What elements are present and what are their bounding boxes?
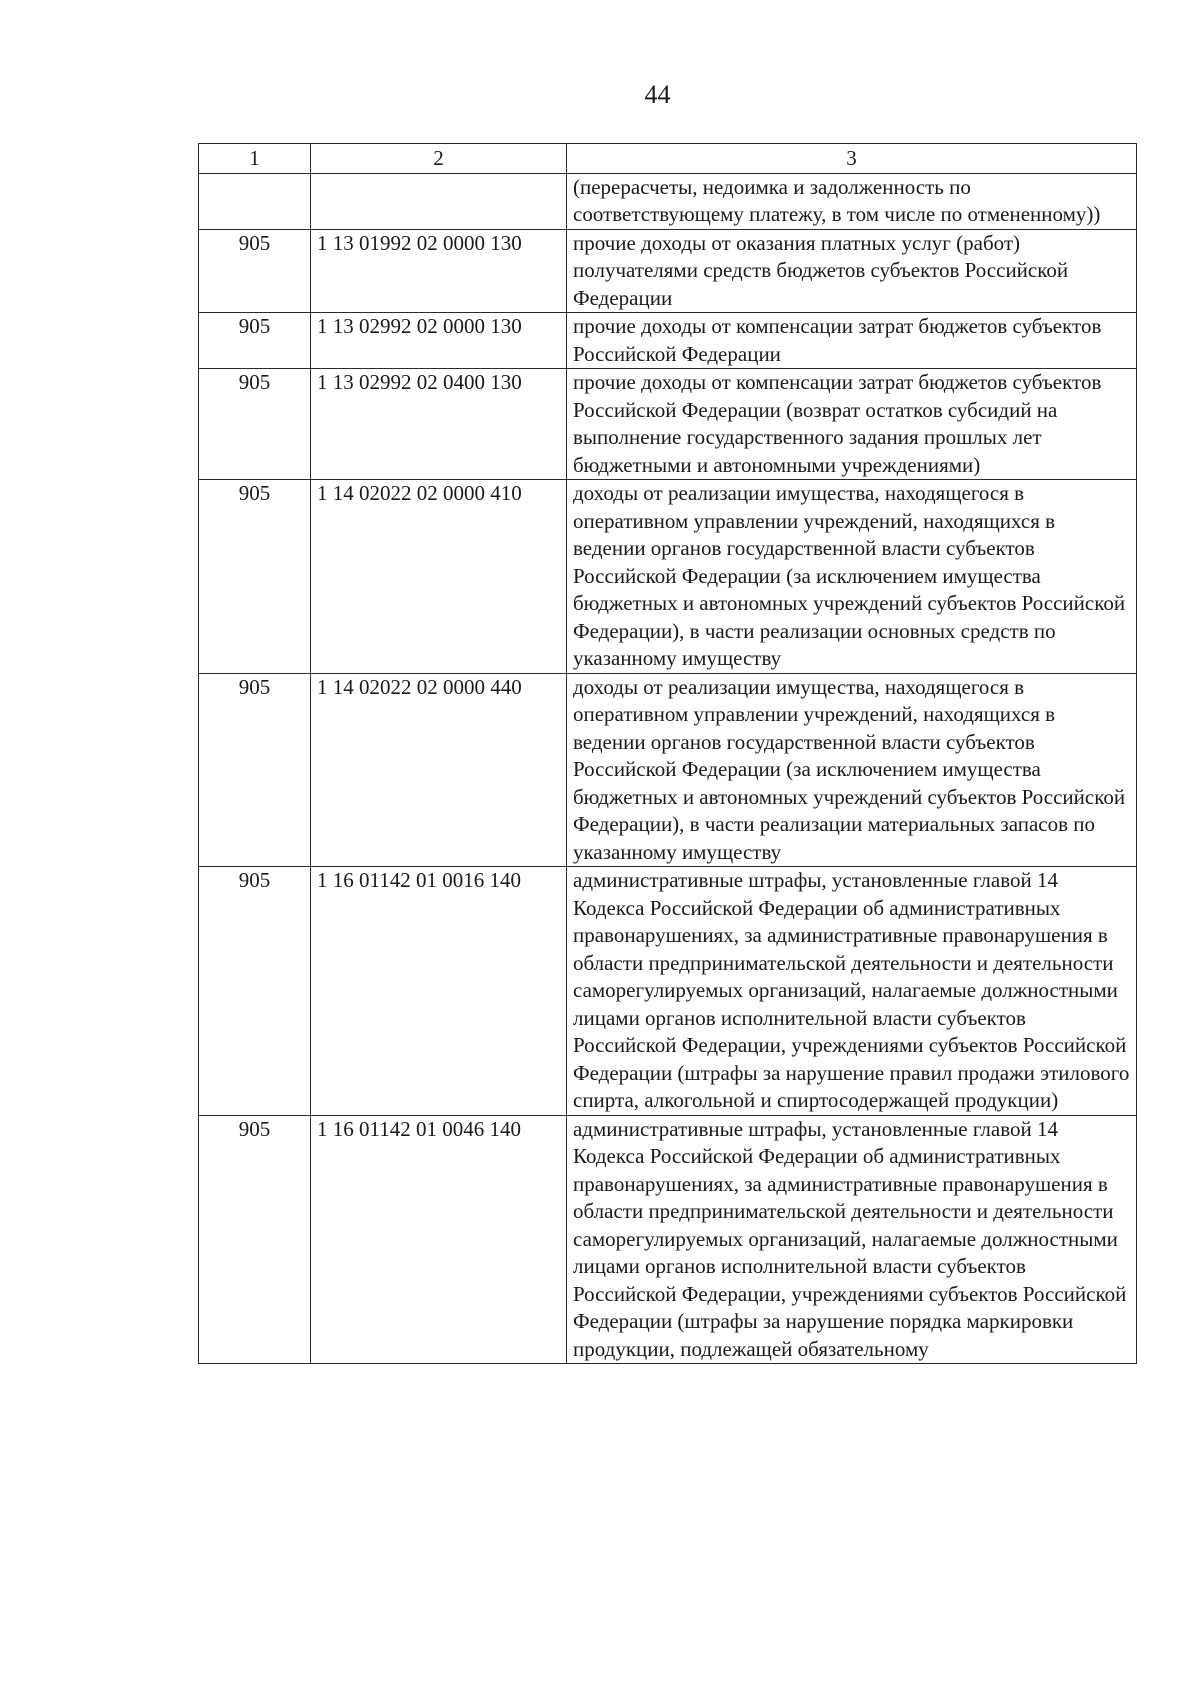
table-row bbox=[199, 867, 1137, 1116]
header-col-2: 2 bbox=[311, 144, 567, 174]
revenue-name-cell: административные штрафы, установленные главой 14 Кодекса Российской Федерации об административных правонарушениях, за административные правонарушения в области предпринимательской деятельности и деятельности саморегулируемых организаций, налагаемые должностными лицами органов исполнительной власти субъектов Российской Федерации, учреждениями субъектов Российской Федерации (штрафы за нарушение правил продажи этилового спирта, алкогольной и спиртосодержащей продукции) bbox=[567, 867, 1137, 1116]
revenue-code-cell: 1 16 01142 01 0046 140 bbox=[311, 1115, 567, 1364]
budget-revenue-table bbox=[198, 143, 1137, 1364]
revenue-code-cell bbox=[311, 173, 567, 229]
revenue-name-cell: прочие доходы от компенсации затрат бюджетов субъектов Российской Федерации (возврат остатков субсидий на выполнение государственного задания прошлых лет бюджетными и автономными учреждениями) bbox=[567, 369, 1137, 480]
revenue-code-cell: 1 14 02022 02 0000 440 bbox=[311, 673, 567, 867]
admin-code-cell: 905 bbox=[199, 313, 311, 369]
revenue-name-cell: (перерасчеты, недоимка и задолженность по соответствующему платежу, в том числе по отмененному)) bbox=[567, 173, 1137, 229]
table-row bbox=[199, 480, 1137, 674]
table-row bbox=[199, 229, 1137, 313]
revenue-name-cell: доходы от реализации имущества, находящегося в оперативном управлении учреждений, находящихся в ведении органов государственной власти субъектов Российской Федерации (за исключением имущества бюджетных и автономных учреждений субъектов Российской Федерации), в части реализации материальных запасов по указанному имуществу bbox=[567, 673, 1137, 867]
page-number: 44 bbox=[644, 80, 671, 109]
revenue-code-cell: 1 13 02992 02 0400 130 bbox=[311, 369, 567, 480]
admin-code-cell: 905 bbox=[199, 229, 311, 313]
revenue-code-cell: 1 13 02992 02 0000 130 bbox=[311, 313, 567, 369]
revenue-code-cell: 1 16 01142 01 0016 140 bbox=[311, 867, 567, 1116]
admin-code-cell bbox=[199, 173, 311, 229]
admin-code-cell: 905 bbox=[199, 1115, 311, 1364]
revenue-code-cell: 1 13 01992 02 0000 130 bbox=[311, 229, 567, 313]
header-col-1: 1 bbox=[199, 144, 311, 174]
revenue-name-cell: прочие доходы от компенсации затрат бюджетов субъектов Российской Федерации bbox=[567, 313, 1137, 369]
table-row bbox=[199, 173, 1137, 229]
table-header-row bbox=[199, 144, 1137, 174]
revenue-name-cell: административные штрафы, установленные главой 14 Кодекса Российской Федерации об административных правонарушениях, за административные правонарушения в области предпринимательской деятельности и деятельности саморегулируемых организаций, налагаемые должностными лицами органов исполнительной власти субъектов Российской Федерации, учреждениями субъектов Российской Федерации (штрафы за нарушение порядка маркировки продукции, подлежащей обязательному bbox=[567, 1115, 1137, 1364]
admin-code-cell: 905 bbox=[199, 673, 311, 867]
table-row bbox=[199, 673, 1137, 867]
table-row bbox=[199, 313, 1137, 369]
table-row bbox=[199, 1115, 1137, 1364]
revenue-name-cell: доходы от реализации имущества, находящегося в оперативном управлении учреждений, находящихся в ведении органов государственной власти субъектов Российской Федерации (за исключением имущества бюджетных и автономных учреждений субъектов Российской Федерации), в части реализации основных средств по указанному имуществу bbox=[567, 480, 1137, 674]
header-col-3: 3 bbox=[567, 144, 1137, 174]
admin-code-cell: 905 bbox=[199, 369, 311, 480]
admin-code-cell: 905 bbox=[199, 867, 311, 1116]
revenue-name-cell: прочие доходы от оказания платных услуг (работ) получателями средств бюджетов субъектов Российской Федерации bbox=[567, 229, 1137, 313]
revenue-code-cell: 1 14 02022 02 0000 410 bbox=[311, 480, 567, 674]
admin-code-cell: 905 bbox=[199, 480, 311, 674]
table-row bbox=[199, 369, 1137, 480]
